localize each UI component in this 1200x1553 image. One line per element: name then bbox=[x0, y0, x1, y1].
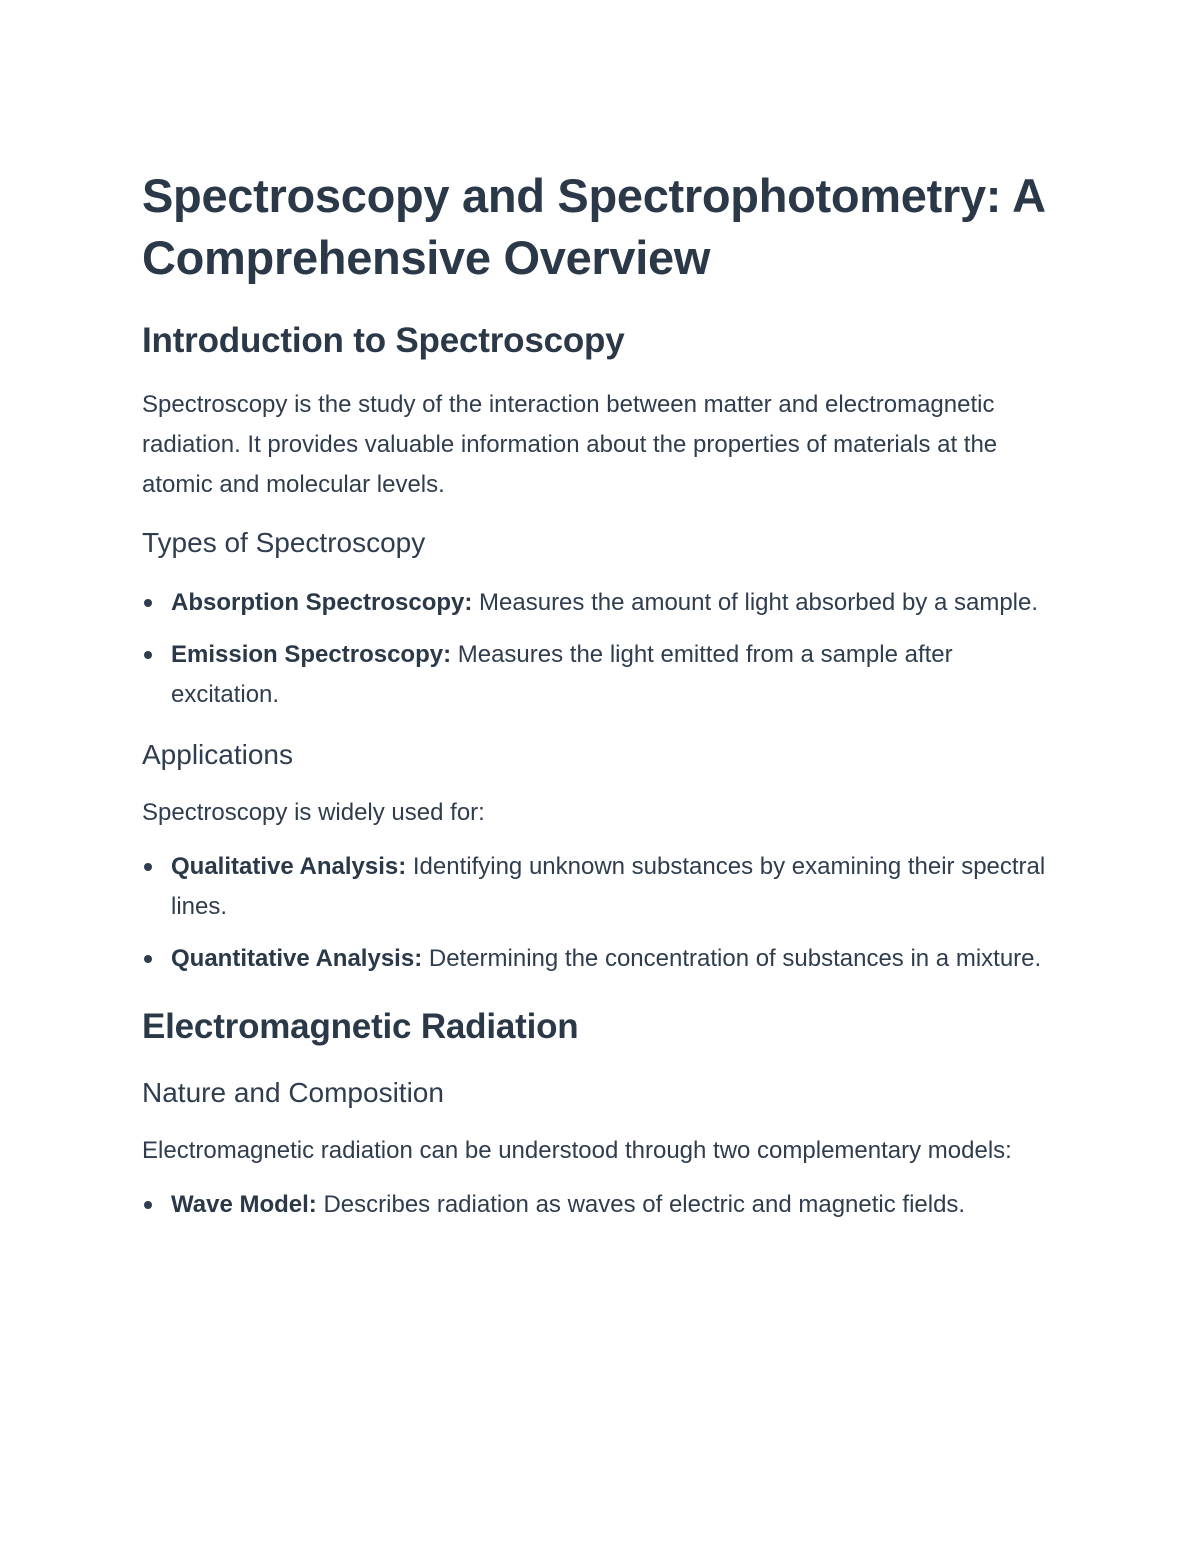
list-item-text: Describes radiation as waves of electric and magnetic fields. bbox=[316, 1191, 966, 1218]
section-heading-introduction: Introduction to Spectroscopy bbox=[142, 321, 625, 360]
subsection-heading-types: Types of Spectroscopy bbox=[142, 527, 426, 558]
list-item bbox=[142, 847, 1062, 927]
models-list bbox=[142, 1185, 1062, 1225]
list-item-term: Qualitative Analysis: bbox=[171, 853, 407, 880]
bullet-icon bbox=[144, 599, 152, 607]
applications-lead: Spectroscopy is widely used for: bbox=[142, 799, 485, 826]
bullet-icon bbox=[144, 1201, 152, 1209]
applications-list bbox=[142, 847, 1062, 979]
list-item-term: Absorption Spectroscopy: bbox=[171, 589, 473, 616]
document-title: Spectroscopy and Spectrophotometry: A Comprehensive Overview bbox=[142, 169, 1045, 284]
section-heading-electromagnetic-radiation: Electromagnetic Radiation bbox=[142, 1007, 579, 1046]
bullet-icon bbox=[144, 955, 152, 963]
list-item-term: Emission Spectroscopy: bbox=[171, 641, 452, 668]
list-item-text: Determining the concentration of substances in a mixture. bbox=[422, 945, 1042, 972]
list-item-text: Measures the light emitted from a sample after excitation. bbox=[171, 641, 953, 708]
list-item-text: Identifying unknown substances by examining their spectral lines. bbox=[171, 853, 1046, 920]
list-item-text: Measures the amount of light absorbed by a sample. bbox=[472, 589, 1039, 616]
types-list bbox=[142, 583, 1062, 715]
intro-paragraph: Spectroscopy is the study of the interaction between matter and electromagnetic radiation. It provides valuable information about the properties of materials at the atomic and molecular levels. bbox=[142, 391, 998, 498]
list-item-term: Wave Model: bbox=[171, 1191, 317, 1218]
subsection-heading-applications: Applications bbox=[142, 739, 293, 770]
list-item bbox=[142, 1185, 1062, 1225]
list-item bbox=[142, 939, 1062, 979]
list-item bbox=[142, 583, 1062, 623]
list-item-term: Quantitative Analysis: bbox=[171, 945, 423, 972]
nature-paragraph: Electromagnetic radiation can be understood through two complementary models: bbox=[142, 1137, 1012, 1164]
document-page bbox=[142, 165, 1062, 1225]
bullet-icon bbox=[144, 651, 152, 659]
subsection-heading-nature: Nature and Composition bbox=[142, 1077, 444, 1108]
bullet-icon bbox=[144, 863, 152, 871]
list-item bbox=[142, 635, 1062, 715]
